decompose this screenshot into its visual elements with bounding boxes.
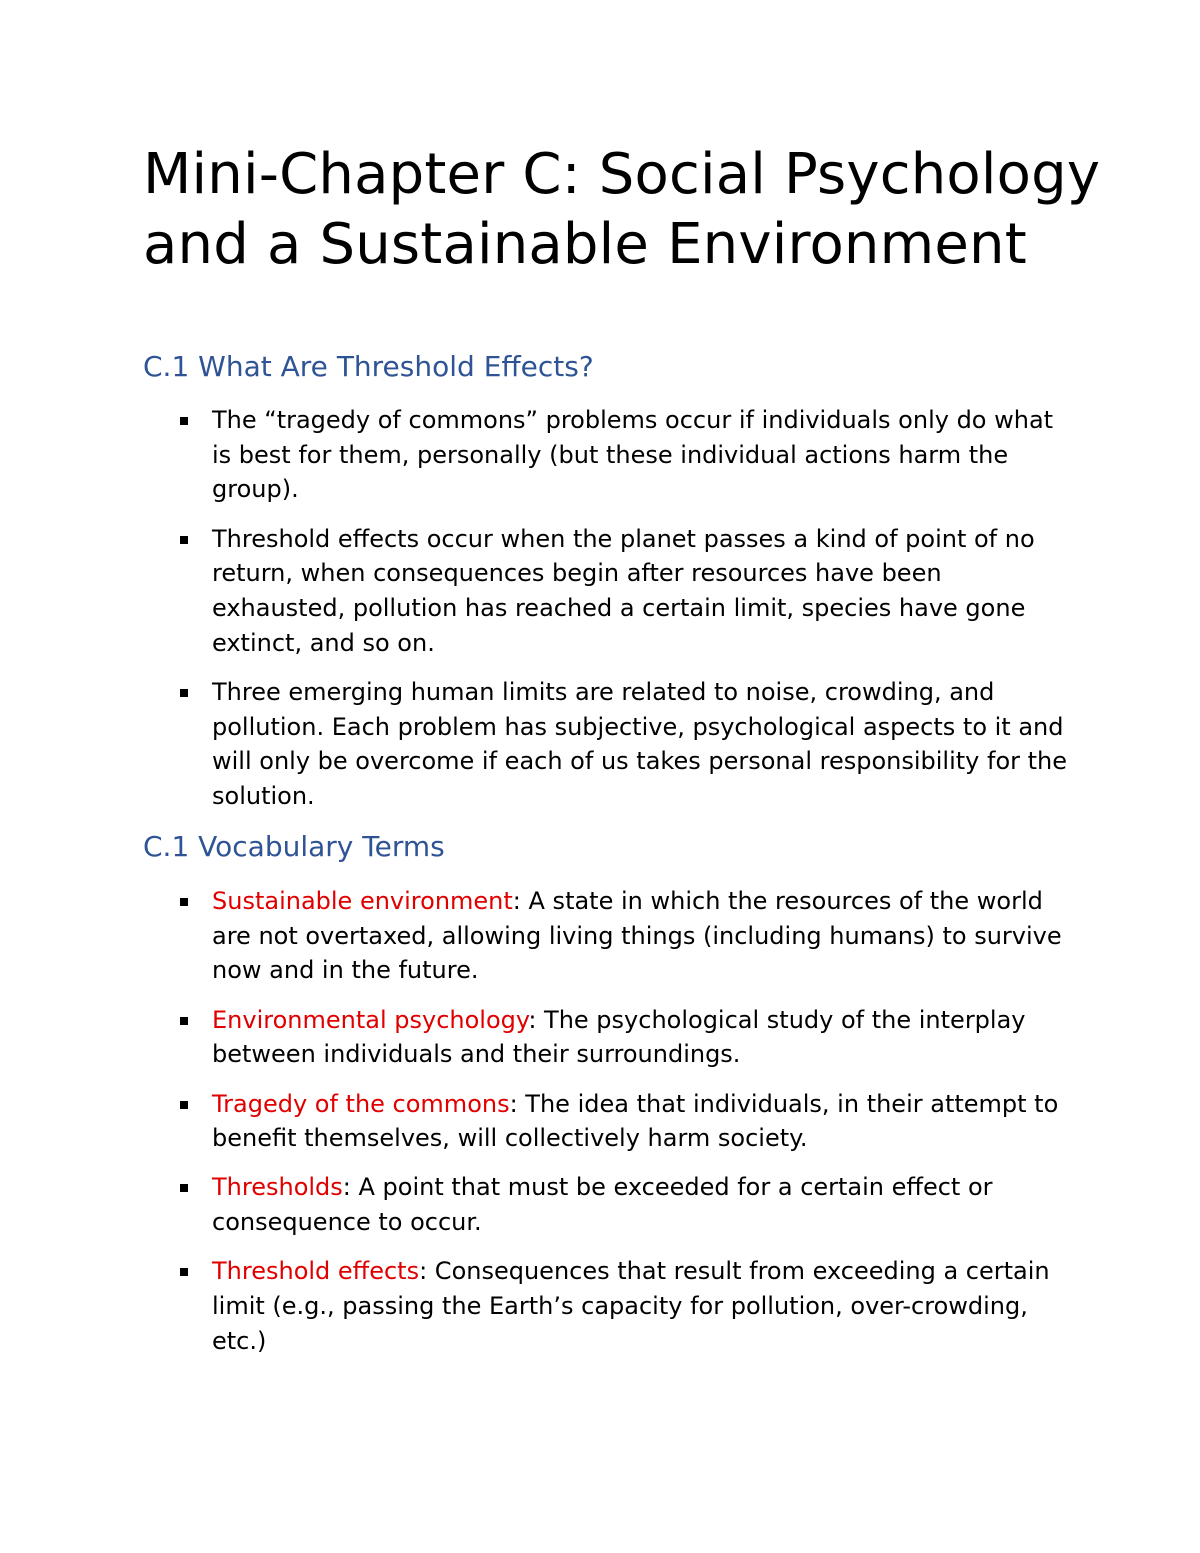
vocabulary-item	[0, 1003, 1072, 1072]
square-bullet-icon	[180, 1101, 188, 1109]
section-heading-vocabulary-terms: C.1 Vocabulary Terms	[143, 830, 445, 863]
vocabulary-term: Tragedy of the commons	[212, 1089, 510, 1118]
square-bullet-icon	[180, 898, 188, 906]
vocabulary-term: Thresholds	[212, 1173, 343, 1202]
vocabulary-definition: : A state in which the resources of the world are not overtaxed, allowing living things (including humans) to survive now and in the future.	[212, 887, 1062, 985]
vocabulary-item	[0, 1254, 1072, 1358]
square-bullet-icon	[180, 689, 188, 697]
bullet-text: Threshold effects occur when the planet passes a kind of point of no return, when consequences begin after resources have been exhausted, pollution has reached a certain limit, species have gone extinct, and so on.	[212, 524, 1035, 657]
vocabulary-item	[0, 1087, 1072, 1156]
vocabulary-item	[0, 1170, 1072, 1239]
section-heading-threshold-effects: C.1 What Are Threshold Effects?	[143, 350, 594, 383]
vocabulary-definition: : Consequences that result from exceeding a certain limit (e.g., passing the Earth’s capacity for pollution, over-crowding, etc.)	[212, 1257, 1050, 1355]
vocabulary-definition: : A point that must be exceeded for a certain effect or consequence to occur.	[212, 1173, 993, 1237]
square-bullet-icon	[180, 1184, 188, 1192]
threshold-effects-list	[0, 403, 1200, 828]
square-bullet-icon	[180, 417, 188, 425]
square-bullet-icon	[180, 536, 188, 544]
square-bullet-icon	[180, 1268, 188, 1276]
bullet-text: Three emerging human limits are related to noise, crowding, and pollution. Each problem has subjective, psychological aspects to it and will only be overcome if each of us takes personal responsibility for the solution.	[212, 677, 1068, 811]
vocabulary-terms-list	[0, 884, 1200, 1373]
bullet-text: The “tragedy of commons” problems occur if individuals only do what is best for them, personally (but these individual actions harm the group).	[212, 406, 1054, 504]
list-item	[0, 675, 1072, 814]
list-item	[0, 403, 1072, 507]
square-bullet-icon	[180, 1017, 188, 1025]
vocabulary-definition: : The psychological study of the interplay between individuals and their surroundings.	[212, 1005, 1026, 1069]
document-title: Mini-Chapter C: Social Psychology and a Sustainable Environment	[143, 142, 1101, 277]
vocabulary-term: Threshold effects	[212, 1257, 420, 1286]
vocabulary-term: Environmental psychology	[212, 1005, 529, 1034]
vocabulary-definition: : The idea that individuals, in their attempt to benefit themselves, will collectively harm society.	[212, 1089, 1059, 1153]
vocabulary-term: Sustainable environment	[212, 887, 513, 915]
list-item	[0, 522, 1072, 661]
vocabulary-item	[0, 884, 1072, 988]
